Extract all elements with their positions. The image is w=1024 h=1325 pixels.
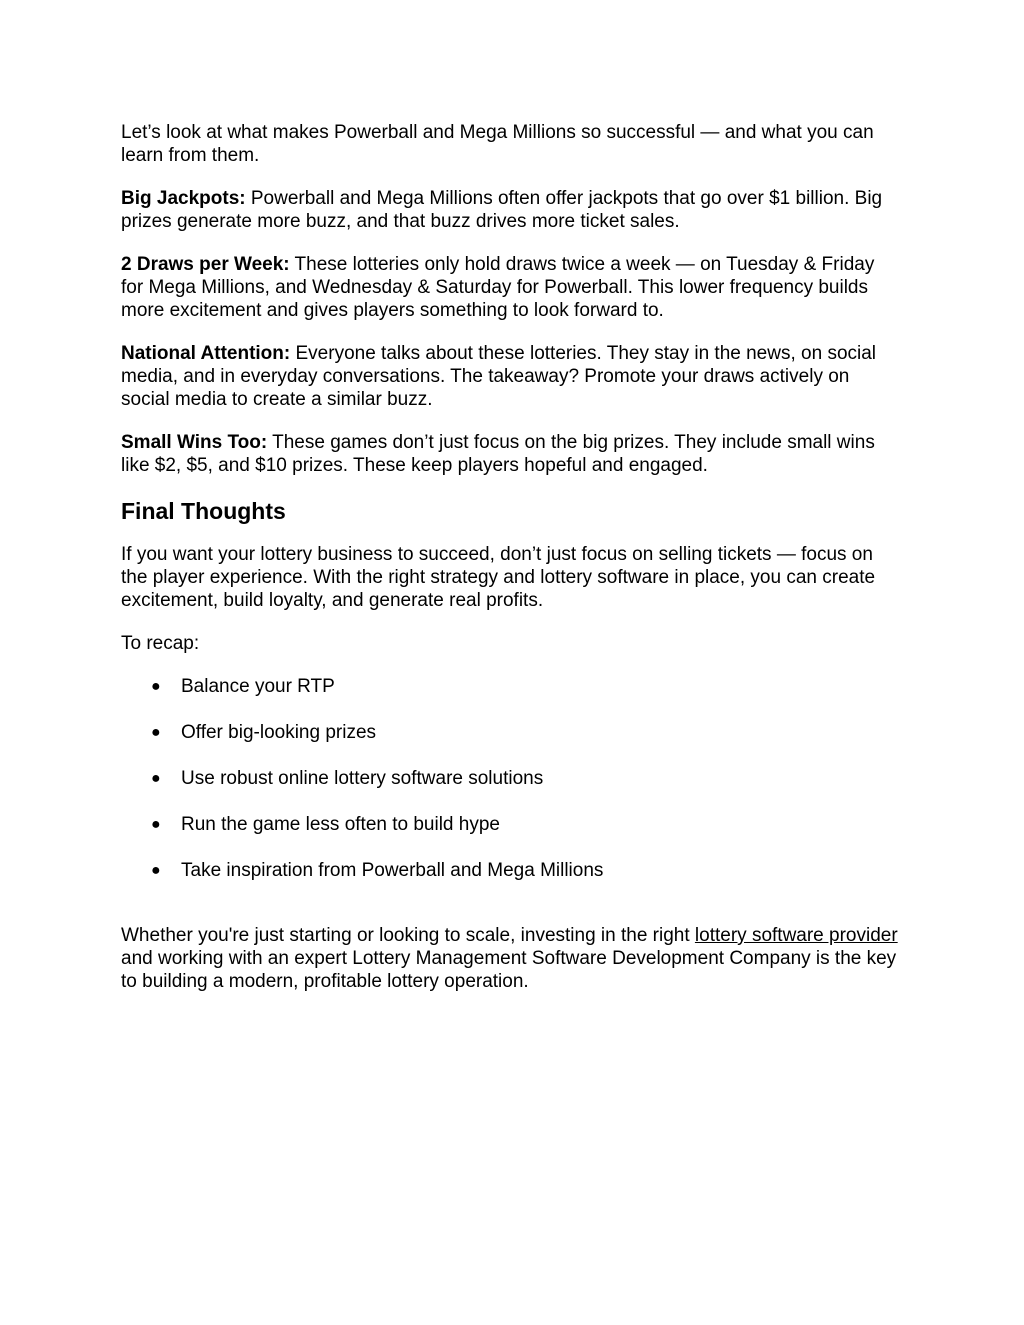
list-item-text: Use robust online lottery software solutions bbox=[181, 768, 544, 789]
bullet-icon: ● bbox=[151, 770, 161, 787]
point-text: These games don’t just focus on the big prizes. They include small wins like $2, $5, and $10 prizes. These keep players hopeful and engaged. bbox=[121, 432, 875, 476]
point-label: 2 Draws per Week: bbox=[121, 254, 290, 275]
intro-paragraph: Let’s look at what makes Powerball and Mega Millions so successful — and what you can learn from them. bbox=[121, 122, 874, 166]
point-big-jackpots bbox=[121, 187, 901, 233]
list-item bbox=[121, 767, 901, 790]
list-item bbox=[121, 675, 901, 698]
list-item-text: Offer big-looking prizes bbox=[181, 722, 377, 743]
bullet-icon: ● bbox=[151, 724, 161, 741]
bullet-icon: ● bbox=[151, 816, 161, 833]
closing-text-after: and working with an expert Lottery Management Software Development Company is the key to building a modern, profitable lottery operation. bbox=[121, 948, 897, 992]
bullet-icon: ● bbox=[151, 862, 161, 879]
list-item-text: Take inspiration from Powerball and Mega Millions bbox=[181, 860, 604, 881]
document-page bbox=[121, 121, 901, 993]
point-text: Powerball and Mega Millions often offer jackpots that go over $1 billion. Big prizes generate more buzz, and that buzz drives more ticket sales. bbox=[121, 188, 883, 232]
list-item bbox=[121, 721, 901, 744]
closing-text-before: Whether you're just starting or looking to scale, investing in the right bbox=[121, 925, 695, 946]
list-item bbox=[121, 813, 901, 836]
lottery-software-provider-link[interactable]: lottery software provider bbox=[694, 925, 898, 946]
list-item-text: Balance your RTP bbox=[181, 676, 335, 697]
point-small-wins bbox=[121, 431, 901, 477]
point-label: Small Wins Too: bbox=[121, 432, 268, 453]
point-label: National Attention: bbox=[121, 343, 291, 364]
closing-paragraph bbox=[121, 924, 901, 993]
point-text: These lotteries only hold draws twice a week — on Tuesday & Friday for Mega Millions, and Wednesday & Saturday for Powerball. This lower frequency builds more excitement and gives players something to look forward to. bbox=[121, 254, 875, 321]
recap-list bbox=[121, 675, 901, 882]
final-thoughts-heading: Final Thoughts bbox=[121, 498, 286, 524]
recap-label: To recap: bbox=[121, 633, 200, 654]
list-item-text: Run the game less often to build hype bbox=[181, 814, 500, 835]
final-paragraph: If you want your lottery business to succeed, don’t just focus on selling tickets — focus on the player experience. With the right strategy and lottery software in place, you can create excitement, build loyalty, and generate real profits. bbox=[121, 544, 876, 611]
point-draws-per-week bbox=[121, 253, 901, 322]
point-text: Everyone talks about these lotteries. They stay in the news, on social media, and in everyday conversations. The takeaway? Promote your draws actively on social media to create a similar buzz. bbox=[121, 343, 877, 410]
point-label: Big Jackpots: bbox=[121, 188, 246, 209]
list-item bbox=[121, 859, 901, 882]
point-national-attention bbox=[121, 342, 901, 411]
bullet-icon: ● bbox=[151, 678, 161, 695]
